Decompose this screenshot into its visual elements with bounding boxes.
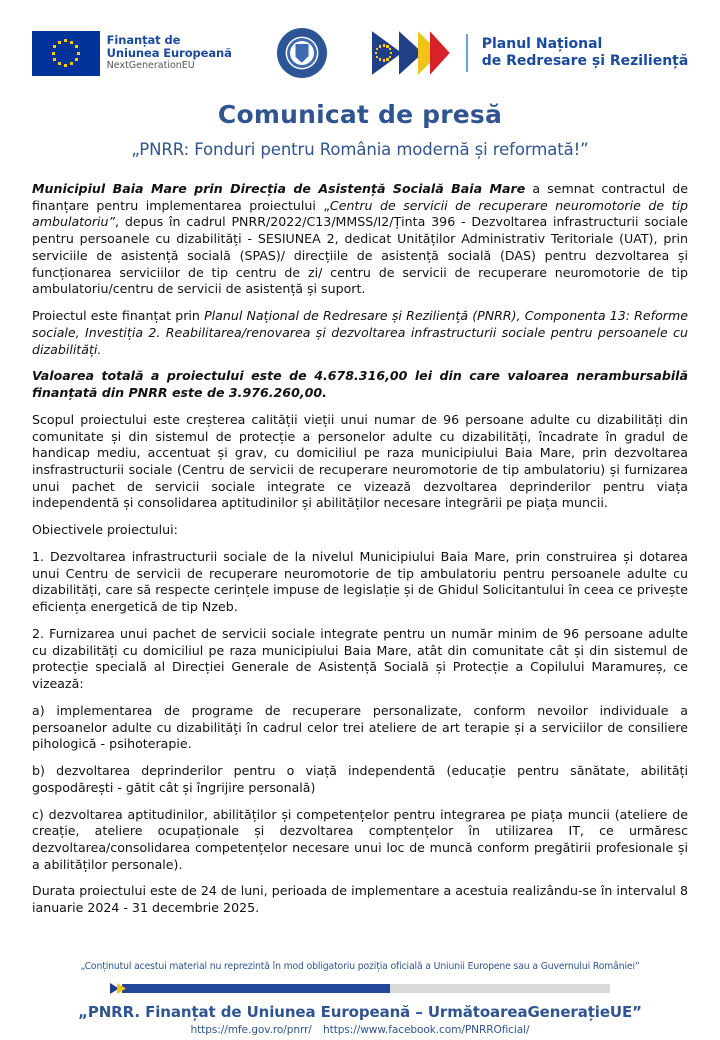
- eu-star-icon: [75, 58, 78, 61]
- paragraph-p2: [32, 308, 688, 358]
- eu-star-icon: [375, 52, 377, 54]
- paragraph-p5: [32, 522, 688, 539]
- paragraph-p3: [32, 368, 688, 401]
- text-run: Planul Național de Redresare și Reziliență (PNRR), Componenta 13: Reforme sociale, Investiția 2. Reabilitarea/renovarea și dezvoltarea infrastructurii sociale pentru persoanele cu dizabilități.: [32, 308, 688, 357]
- pnrr-bar-arrows-icon: [110, 983, 610, 994]
- logo-bar: [0, 0, 720, 84]
- footer-url-mfe[interactable]: https://mfe.gov.ro/pnrr/: [190, 1024, 312, 1036]
- pnrr-arrows-icon: [372, 31, 450, 75]
- pnrr-logo-line2: de Redresare și Reziliență: [481, 53, 689, 69]
- document-footer: [0, 961, 720, 1036]
- guvernul-romaniei-logo: [276, 27, 328, 79]
- eu-star-icon: [70, 41, 73, 44]
- text-run: b) dezvoltarea deprinderilor pentru o viață independentă (educație pentru sănătate, abilități gospodărești - gătit cât și îngrijire personală): [32, 763, 688, 795]
- paragraph-p9: [32, 763, 688, 796]
- eu-star-icon: [77, 52, 80, 55]
- text-run: Obiectivele proiectului:: [32, 522, 178, 538]
- pnrr-divider: [466, 34, 468, 72]
- text-run: 1. Dezvoltarea infrastructurii sociale de la nivelul Municipiului Baia Mare, prin construirea și dotarea unui Centru de servicii de recuperare neuromotorie de tip ambulatoriu pentru persoanele adulte cu dizabilități, care să respecte cerințele impuse de legislație și de Ghidul Solicitantului în ceea ce privește eficiența energetică de tip Nzeb.: [32, 548, 688, 615]
- eu-star-icon: [52, 52, 55, 55]
- footer-disclaimer: „Conținutul acestui material nu reprezintă în mod obligatoriu poziția oficială a Uniunii Europene sau a Guvernului României”: [80, 961, 640, 972]
- paragraph-p6: [32, 549, 688, 616]
- text-run: Durata proiectului este de 24 de luni, perioada de implementare a acestuia realizându-se în intervalul 8 ianuarie 2024 - 31 decembrie 2025.: [32, 883, 688, 916]
- text-run: Municipiul Baia Mare prin Direcția de Asistență Socială Baia Mare: [32, 181, 526, 196]
- eu-star-icon: [64, 64, 67, 67]
- paragraph-p4: [32, 412, 688, 512]
- bar-blue-segment: [122, 984, 390, 993]
- eu-logo-line2: Uniunea Europeană: [106, 46, 232, 61]
- footer-url-facebook[interactable]: https://www.facebook.com/PNRROficial/: [323, 1024, 530, 1036]
- paragraph-p8: [32, 703, 688, 753]
- crest-shape-icon: [294, 43, 309, 63]
- eu-star-icon: [58, 62, 61, 65]
- paragraph-p11: [32, 883, 688, 916]
- eu-star-icon: [383, 59, 385, 61]
- document-body: [0, 181, 720, 917]
- paragraph-p1: [32, 181, 688, 298]
- text-run: Scopul proiectului este creșterea calității vieții unui numar de 96 persoane adulte cu dizabilități din comunitate și din sistemul de protecție a personelor adulte cu dizabilități, încadrate în gradul de handicap mediu, accentuat și grav, cu domiciliul pe raza municipiului Baia Mare, prin dezvoltarea insfrastructurii sociale (Centru de servicii de recuperare neuromotorie de tip ambulatoriu) și furnizarea unui pachet de servicii sociale integrate ce vizează dezvoltarea deprinderilor pentru viața independentă și consolidarea aptitudinilor și abilităților necesare integrării pe piața muncii.: [32, 411, 688, 511]
- eu-star-icon: [389, 56, 391, 58]
- eu-star-icon: [390, 52, 392, 54]
- page-title: Comunicat de presă: [217, 100, 503, 129]
- eu-flag-icon: [32, 31, 100, 76]
- eu-star-icon: [389, 48, 391, 50]
- pnrr-logo-text: [482, 36, 689, 70]
- text-run: a semnat contractul de finanțare pentru implementarea proiectului „: [32, 181, 688, 213]
- text-run: , depus în cadrul PNRR/2022/C13/MMSS/I2/Ținta 396 - Dezvoltarea infrastructurii sociale pentru persoanele cu dizabilități - SESIUNEA 2, dedicat Unităților Administrativ Teritoriale (UAT), prin serviciile de asistență socială (SPAS)/ direcțiile de asistență socială (DAS) pentru dezvoltarea și funcționarea serviciilor de tip centru de zi/ centru de servicii de recuperare neuromotorie de tip ambulatoriu/centru de servicii de asistență și suport.: [32, 214, 688, 297]
- eu-star-icon: [64, 39, 67, 42]
- text-run: a) implementarea de programe de recuperare personalizate, conform nevoilor individuale a persoanelor adulte cu dizabilități în cadrul celor trei ateliere de art terapie și a serviciilor de consiliere pihologică - psihoterapie.: [32, 702, 688, 752]
- eu-star-icon: [376, 56, 378, 58]
- eu-star-icon: [58, 41, 61, 44]
- text-run: Centru de servicii de recuperare neuromotorie de tip ambulatoriu”: [32, 197, 688, 230]
- bar-gray-segment: [390, 984, 610, 993]
- text-run: Valoarea totală a proiectului este de 4.678.316,00 lei din care valoarea nerambursabilă finanțată din PNRR este de 3.976.260,00.: [32, 368, 688, 401]
- pnrr-red-arrow-icon: [430, 31, 450, 75]
- pnrr-logo-line1: Planul Național: [481, 36, 603, 53]
- eu-logo-line3: NextGenerationEU: [106, 60, 195, 72]
- eu-star-icon: [75, 45, 78, 48]
- text-run: 2. Furnizarea unui pachet de servicii sociale integrate pentru un număr minim de 96 persoane adulte cu dizabilități cu domiciliul pe raza municipiului Baia Mare, atât din comunitate cât și din sistemul de protecție specială al Direcției Generale de Asistență Socială și Protecție a Copilului Maramureș, ce vizează:: [32, 625, 688, 692]
- eu-star-icon: [53, 58, 56, 61]
- eu-star-icon: [379, 45, 381, 47]
- footer-urls: [0, 1024, 720, 1036]
- text-run: c) dezvoltarea aptitudinilor, abilităților și competențelor pentru integrarea pe piața muncii (ateliere de creație, ateliere ocupaționale și dezvoltarea comptențelor în utilizarea IT, ce urmăresc dezvoltarea/consolidarea competențelor necesare unui loc de muncă conform pregătirii profesionale și a abilităților personale).: [32, 806, 688, 872]
- eu-star-icon: [376, 48, 378, 50]
- eu-funding-logo: [32, 31, 232, 76]
- eu-logo-text: [107, 34, 232, 71]
- text-run: Proiectul este finanțat prin: [32, 308, 205, 324]
- footer-bar-row: [0, 983, 720, 994]
- footer-title: „PNRR. Finanțat de Uniunea Europeană – UrmătoareaGenerațieUE”: [78, 1003, 642, 1021]
- eu-star-icon: [386, 58, 388, 60]
- pnrr-eu-arrow-icon: [372, 31, 402, 75]
- guvernul-romaniei-seal-icon: [276, 27, 328, 79]
- pnrr-logo: [372, 31, 689, 75]
- eu-star-icon: [53, 45, 56, 48]
- eu-star-icon: [70, 62, 73, 65]
- paragraph-p10: [32, 807, 688, 874]
- eu-star-icon: [379, 58, 381, 60]
- paragraph-p7: [32, 626, 688, 693]
- eu-logo-line1: Finanțat de: [106, 33, 181, 48]
- page-subtitle: „PNRR: Fonduri pentru România modernă și reformată!”: [131, 140, 589, 159]
- eu-star-icon: [383, 44, 385, 46]
